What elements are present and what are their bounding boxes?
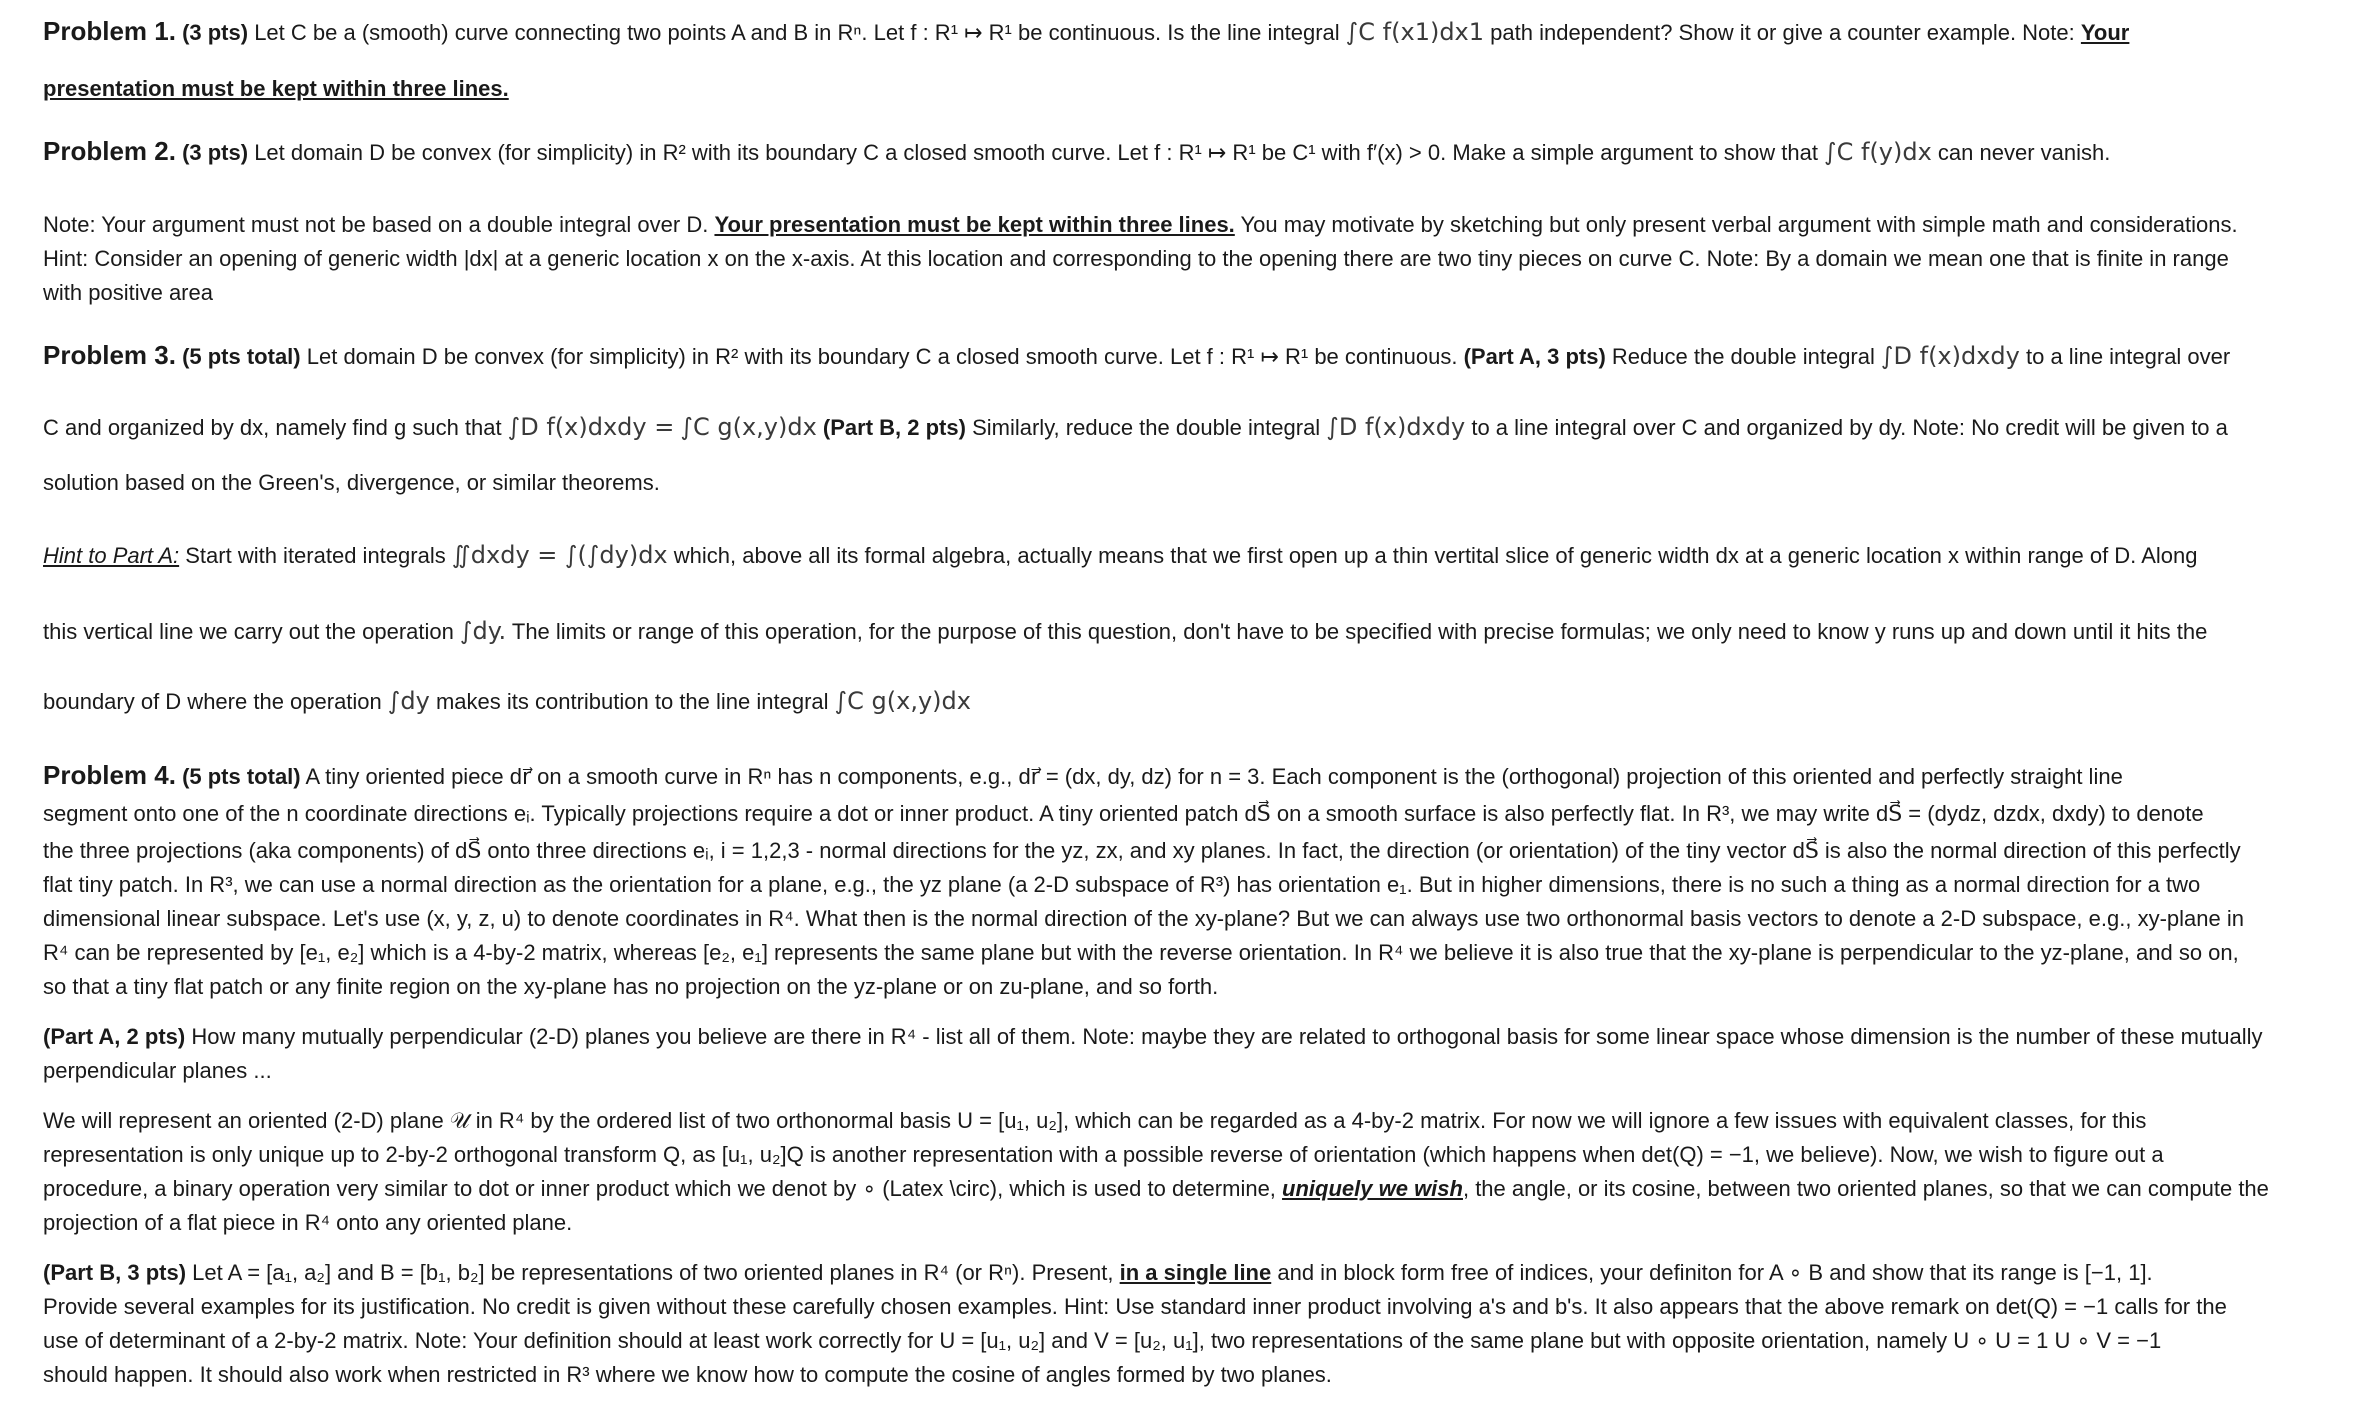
problem3-dy-operation-2: ∫dy: [387, 687, 430, 715]
problem2-text-after: can never vanish.: [1937, 140, 2111, 165]
problem4-para3-text: procedure, a binary operation very similar to dot or inner product which we denot by ∘ (Latex \circ), which is used to determine,: [43, 1176, 1276, 1201]
problem3-points: (5 pts total): [182, 344, 301, 369]
problem4-para1-line: the three projections (aka components) of dS⃗ onto three directions eᵢ, i = 1,2,3 - normal directions for the yz, zx, and xy planes. In fact, the direction (or orientation) of the tiny vector dS⃗ is also the normal direction of this perfectly: [43, 838, 2241, 863]
problem4-partB-label: (Part B, 3 pts): [43, 1260, 187, 1285]
problem3-hint: [43, 540, 2197, 571]
problem3-eq-right: ∫C g(x,y)dx: [680, 413, 817, 441]
problem4-partB-line: should happen. It should also work when restricted in R³ where we know how to compute the cosine of angles formed by two planes.: [43, 1362, 1332, 1387]
problem4-partA-label: (Part A, 2 pts): [43, 1024, 186, 1049]
problem3-hint-integral: ∬dxdy = ∫(∫dy)dx: [451, 541, 668, 569]
problem2-note: [43, 210, 2238, 240]
problem3-partB-text: Similarly, reduce the double integral: [972, 415, 1321, 440]
problem3-line3: [43, 468, 660, 498]
problem3-line6-integral: ∫C g(x,y)dx: [834, 687, 971, 715]
problem3-line2-start: C and organized by dx, namely find g such that: [43, 415, 502, 440]
problem2-heading: Problem 2.: [43, 136, 176, 166]
problem2-line1: [43, 136, 2110, 168]
problem3-line2-after: to a line integral over C and organized by dy. Note: No credit will be given to a: [1471, 415, 2228, 440]
problem4-partA-end: perpendicular planes ...: [43, 1058, 272, 1083]
problem4-para1-line: flat tiny patch. In R³, we can use a normal direction as the orientation for a plane, e.g., the yz plane (a 2-D subspace of R³) has orientation e₁. But in higher dimensions, there is no such a thing as a normal direction for a two: [43, 872, 2201, 897]
problem3-line1: [43, 340, 2230, 372]
problem3-line5: [43, 616, 2207, 647]
problem3-double-integral: ∫D f(x)dxdy: [1881, 342, 2020, 370]
problem2-hint-text: Hint: Consider an opening of generic width |dx| at a generic location x on the x-axis. At this location and corresponding to the opening there are two tiny pieces on curve C. Note: By a domain we mean one that is finite in range: [43, 246, 2229, 271]
problem4-partB-text: Let A = [a₁, a₂] and B = [b₁, b₂] be representations of two oriented planes in R⁴ (or Rⁿ). Present,: [192, 1260, 1114, 1285]
problem2-note-start: Note: Your argument must not be based on a double integral over D.: [43, 212, 709, 237]
problem4-para3-end: projection of a flat piece in R⁴ onto any oriented plane.: [43, 1210, 573, 1235]
problem3-partB-integral: ∫D f(x)dxdy: [1326, 413, 1466, 441]
problem4-partA: [43, 1022, 2263, 1052]
problem3-line6-start: boundary of D where the operation: [43, 689, 382, 714]
problem2-points: (3 pts): [182, 140, 249, 165]
problem3-partA-text: Reduce the double integral: [1611, 344, 1875, 369]
problem4-para1-line: segment onto one of the n coordinate directions eᵢ. Typically projections require a dot or inner product. A tiny oriented patch dS⃗ on a smooth surface is also perfectly flat. In R³, we may write dS⃗ = (dydz, dzdx, dxdy) to denote: [43, 801, 2204, 826]
problem3-partA-label: (Part A, 3 pts): [1463, 344, 1606, 369]
problem3-eq-left: ∫D f(x)dxdy =: [507, 413, 675, 441]
problem4-line1: [43, 760, 2123, 792]
problem4-para3-line: We will represent an oriented (2-D) plane 𝒰 in R⁴ by the ordered list of two orthonormal basis U = [u₁, u₂], which can be regarded as a 4-by-2 matrix. For now we will ignore a few issues with equivalent classes, for this: [43, 1108, 2147, 1133]
problem2-integral: ∫C f(y)dx: [1824, 138, 1932, 166]
problem1-heading: Problem 1.: [43, 16, 176, 46]
problem1-line1: [43, 16, 2129, 48]
problem2-note-end: You may motivate by sketching but only present verbal argument with simple math and considerations.: [1240, 212, 2238, 237]
problem3-heading: Problem 3.: [43, 340, 176, 370]
problem4-points: (5 pts total): [182, 764, 301, 789]
problem3-line6-after: makes its contribution to the line integral: [435, 689, 829, 714]
problem3-dy-operation: ∫dy.: [460, 617, 507, 645]
problem1-integral: ∫C f(x1)dx1: [1345, 18, 1485, 46]
problem4-para1-line: dimensional linear subspace. Let's use (x, y, z, u) to denote coordinates in R⁴. What then is the normal direction of the xy-plane? But we can always use two orthonormal basis vectors to denote a 2-D subspace, e.g., xy-plane in: [43, 906, 2244, 931]
problem3-hint-after: which, above all its formal algebra, actually means that we first open up a thin vertital slice of generic width dx at a generic location x within range of D. Along: [673, 543, 2198, 568]
problem3-text: Let domain D be convex (for simplicity) in R² with its boundary C a closed smooth curve. Let f : R¹ ↦ R¹ be continuous.: [306, 344, 1458, 369]
problem3-hint-text: Start with iterated integrals: [185, 543, 446, 568]
problem4-para1-line: A tiny oriented piece dr⃗ on a smooth curve in Rⁿ has n components, e.g., dr⃗ = (dx, dy, dz) for n = 3. Each component is the (orthogonal) projection of this oriented and perfectly straight line: [305, 764, 2123, 789]
problem3-line5-start: this vertical line we carry out the operation: [43, 619, 454, 644]
problem3-line6: [43, 686, 971, 717]
problem3-hint-label: Hint to Part A:: [43, 543, 180, 568]
problem4-partB-line: Provide several examples for its justification. No credit is given without these carefully chosen examples. Hint: Use standard inner product involving a's and b's. It also appears that the above remark on det(Q) = −1 calls for the: [43, 1294, 2227, 1319]
problem4-para1-line: so that a tiny flat patch or any finite region on the xy-plane has no projection on the yz-plane or on zu-plane, and so forth.: [43, 974, 1219, 999]
problem3-line5-after: The limits or range of this operation, for the purpose of this question, don't have to be specified with precise formulas; we only need to know y runs up and down until it hits the: [511, 619, 2208, 644]
problem2-note-bold: Your presentation must be kept within three lines.: [714, 212, 1235, 237]
problem4-partB: [43, 1258, 2153, 1288]
problem4-partB-line: use of determinant of a 2-by-2 matrix. Note: Your definition should at least work correctly for U = [u₁, u₂] and V = [u₂, u₁], two representations of the same plane but with opposite orientation, namely U ∘ U = 1 U ∘ V = −1: [43, 1328, 2162, 1353]
problem4-para1-line: R⁴ can be represented by [e₁, e₂] which is a 4-by-2 matrix, whereas [e₂, e₁] represents the same plane but with the reverse orientation. In R⁴ we believe it is also true that the xy-plane is perpendicular to the yz-plane, and so on,: [43, 940, 2239, 965]
problem2-text: Let domain D be convex (for simplicity) in R² with its boundary C a closed smooth curve. Let f : R¹ ↦ R¹ be C¹ with f′(x) > 0. Make a simple argument to show that: [254, 140, 1818, 165]
problem3-text-after: to a line integral over: [2026, 344, 2231, 369]
problem3-line2: [43, 412, 2228, 443]
problem4-para3-emphasis: uniquely we wish: [1282, 1176, 1463, 1201]
problem4-para3-line3: [43, 1174, 2269, 1204]
problem1-line2: [43, 74, 509, 104]
problem4-heading: Problem 4.: [43, 760, 176, 790]
problem1-text: Let C be a (smooth) curve connecting two points A and B in Rⁿ. Let f : R¹ ↦ R¹ be continuous. Is the line integral: [254, 20, 1340, 45]
problem4-partA-text: How many mutually perpendicular (2-D) planes you believe are there in R⁴ - list all of them. Note: maybe they are related to orthogonal basis for some linear space whose dimension is the number of these mutually: [191, 1024, 2263, 1049]
problem2-hint-end-text: with positive area: [43, 280, 213, 305]
problem1-text-after: path independent? Show it or give a counter example. Note:: [1490, 20, 2075, 45]
problem1-points: (3 pts): [182, 20, 249, 45]
problem1-note-bold: Your: [2080, 20, 2130, 45]
problem2-hint-end: [43, 278, 213, 308]
problem4-partB-after: and in block form free of indices, your definiton for A ∘ B and show that its range is [−1, 1].: [1277, 1260, 2153, 1285]
problem3-partB-label: (Part B, 2 pts): [822, 415, 966, 440]
problem1-note-bold-cont: presentation must be kept within three lines.: [43, 76, 509, 101]
problem2-hint: [43, 244, 2229, 274]
problem4-partB-emphasis: in a single line: [1119, 1260, 1272, 1285]
problem3-line3-text: solution based on the Green's, divergence, or similar theorems.: [43, 470, 660, 495]
problem4-para3-after: , the angle, or its cosine, between two oriented planes, so that we can compute the: [1462, 1176, 2269, 1201]
problem4-para3-line: representation is only unique up to 2-by-2 orthogonal transform Q, as [u₁, u₂]Q is another representation with a possible reverse of orientation (which happens when det(Q) = −1, we believe). Now, we wish to figure out a: [43, 1142, 2164, 1167]
